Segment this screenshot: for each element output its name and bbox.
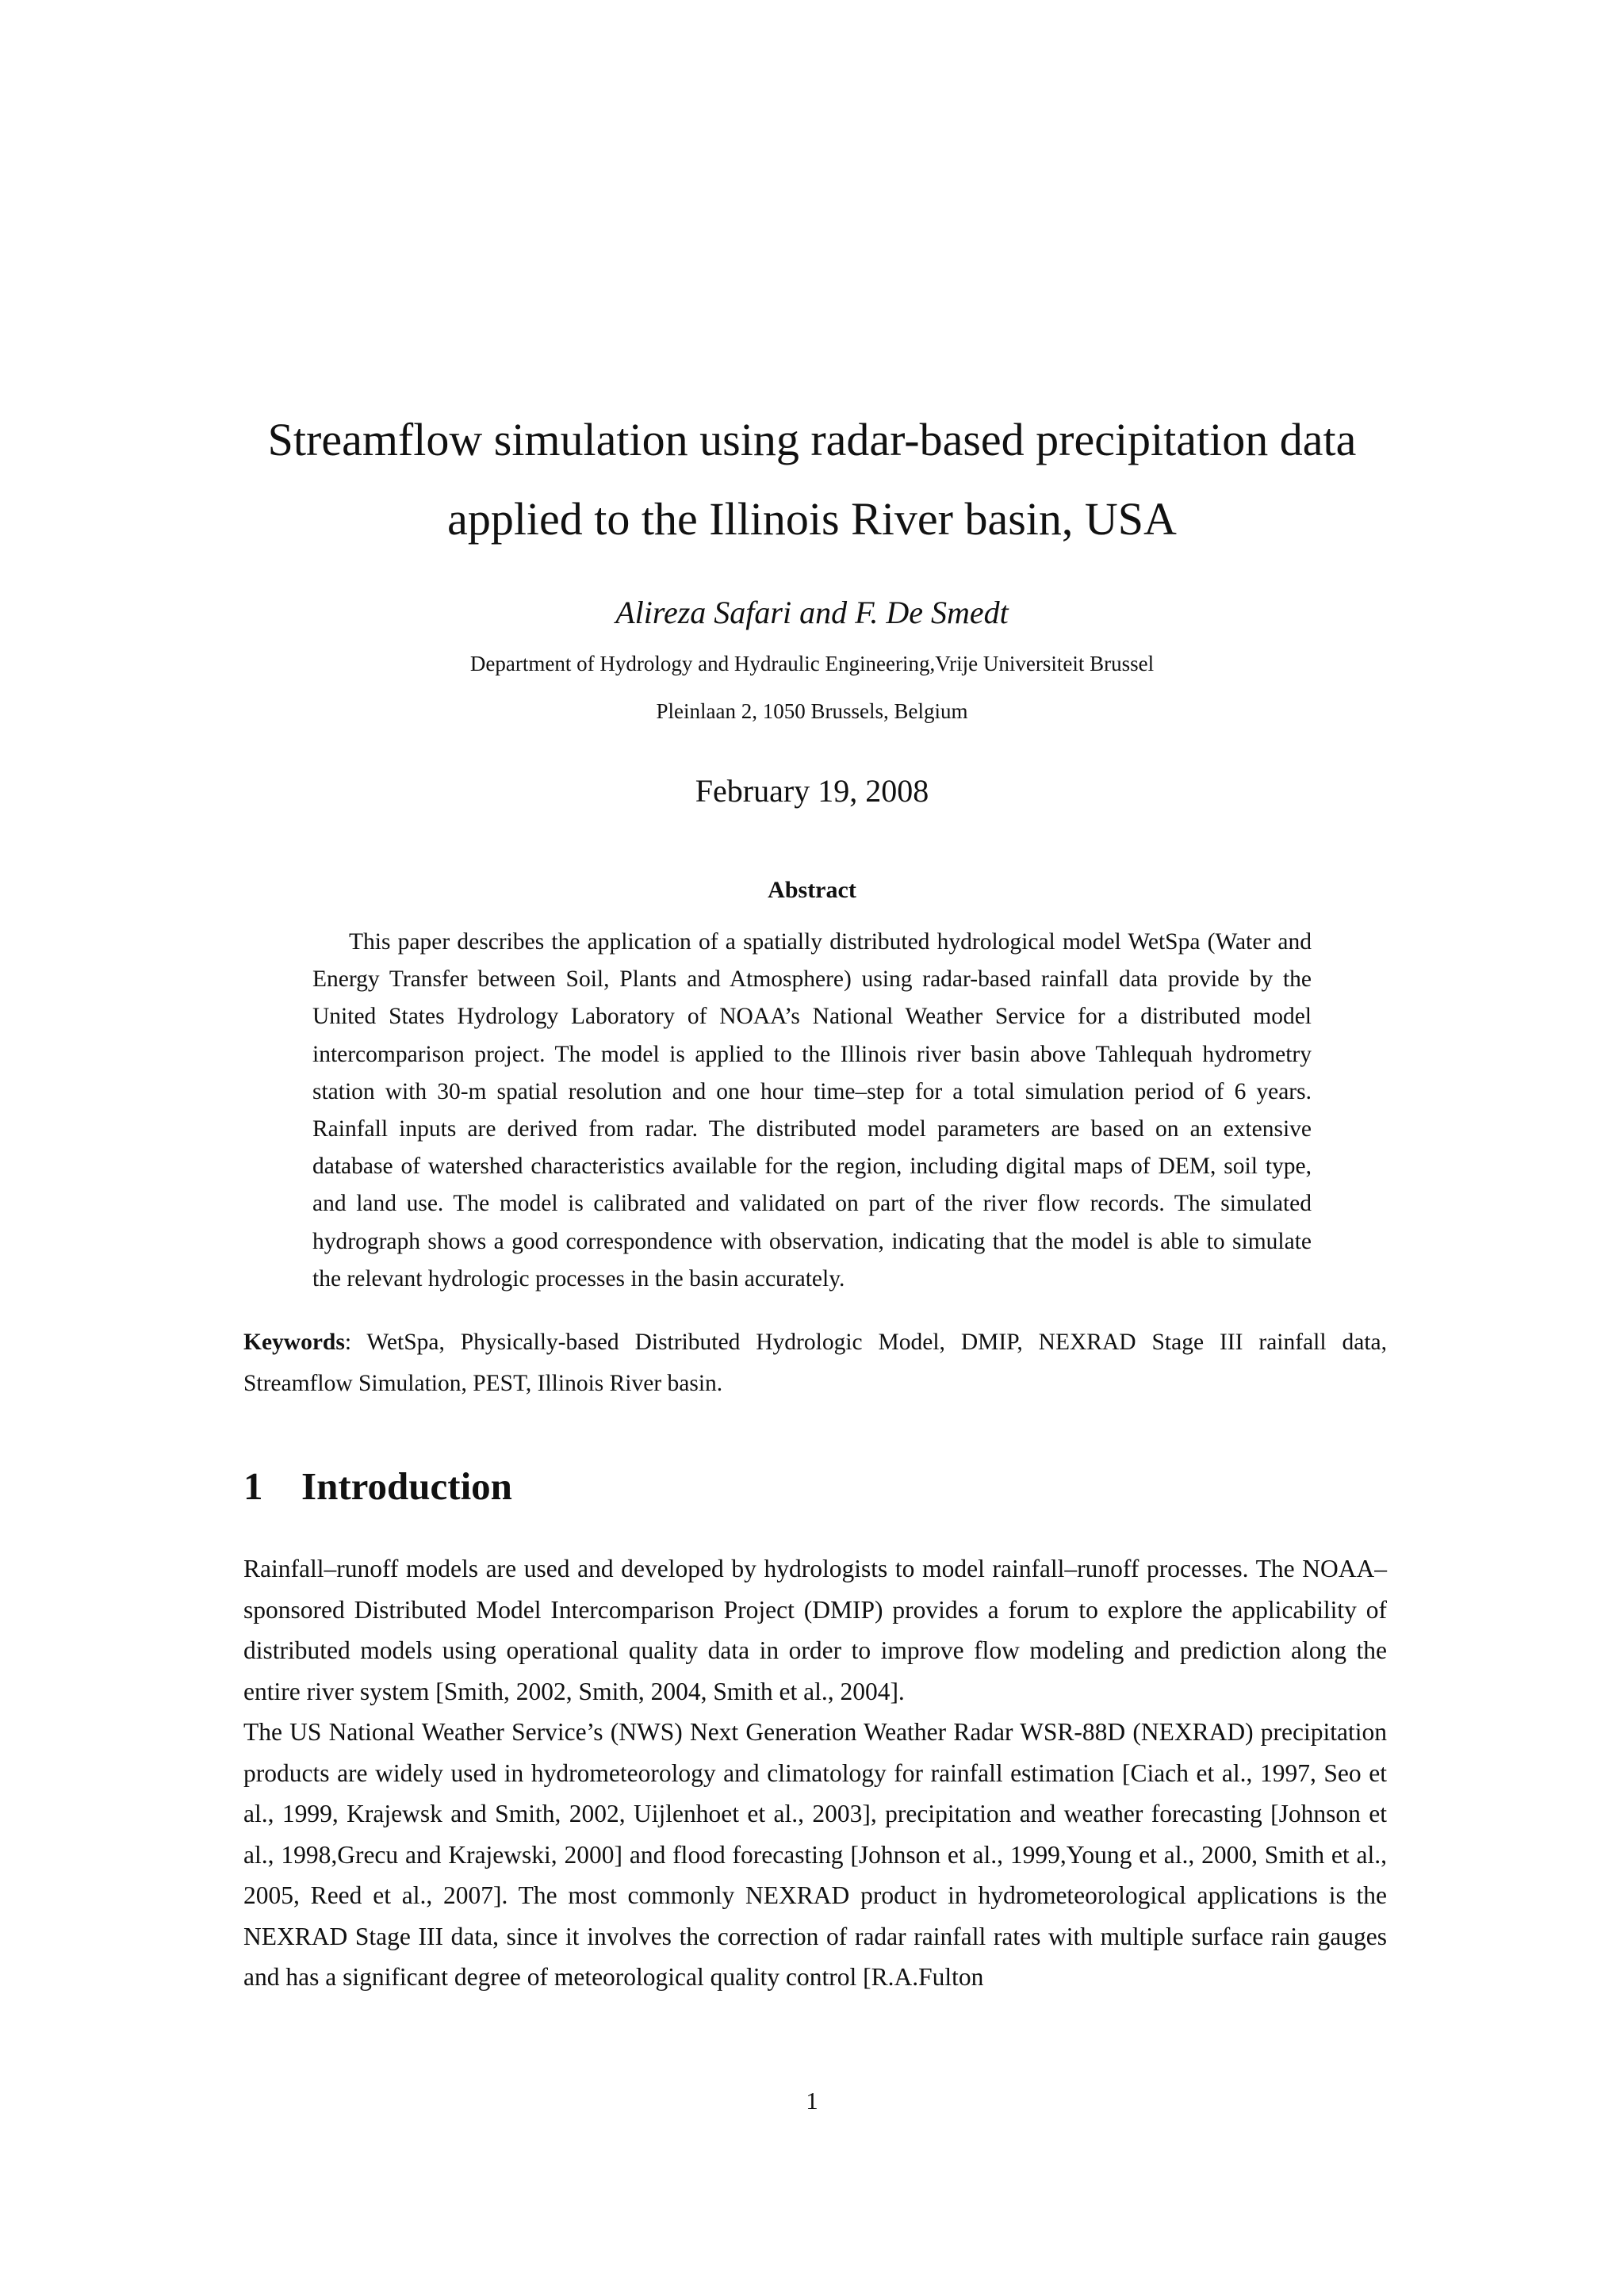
keywords-text: : WetSpa, Physically-based Distributed Hydrologic Model, DMIP, NEXRAD Stage III rainfall data, Streamflow Simulation, PEST, Illinois River basin. xyxy=(243,1330,1387,1396)
keywords-label: Keywords xyxy=(243,1330,345,1355)
abstract-heading: Abstract xyxy=(768,877,856,903)
abstract-text: This paper describes the application of a spatially distributed hydrological model WetSpa (Water and Energy Transfer between Soil, Plants and Atmosphere) using radar-based rainfall data provide by the United States Hydrology Laboratory of NOAA’s National Weather Service for a distributed model intercomparison project. The model is applied to the Illinois river basin above Tahlequah hydrometry station with 30-m spatial resolution and one hour time–step for a total simulation period of 6 years. Rainfall inputs are derived from radar. The distributed model parameters are based on an extensive database of watershed characteristics available for the region, including digital maps of DEM, soil type, and land use. The model is calibrated and validated on part of the river flow records. The simulated hydrograph shows a good correspondence with observation, indicating that the model is able to simulate the relevant hydrologic processes in the basin accurately. xyxy=(312,929,1312,1292)
section-title: Introduction xyxy=(301,1464,512,1508)
paper-authors: Alireza Safari and F. De Smedt xyxy=(615,595,1009,630)
section-number: 1 xyxy=(243,1464,263,1508)
affiliation-line-1: Department of Hydrology and Hydraulic Engineering,Vrije Universiteit Brussel xyxy=(469,652,1155,675)
page-number: 1 xyxy=(806,2087,818,2114)
paper-title: Streamflow simulation using radar-based precipitation data applied to the Illinois River basin, USA xyxy=(267,414,1357,545)
affiliation-line-2: Pleinlaan 2, 1050 Brussels, Belgium xyxy=(656,699,968,723)
introduction-body xyxy=(243,1548,1387,1998)
section-heading-introduction xyxy=(243,1459,512,1514)
introduction-paragraph-2: The US National Weather Service’s (NWS) Next Generation Weather Radar WSR-88D (NEXRAD) precipitation products are widely used in hydrometeorology and climatology for rainfall estimation [Ciach et al., 1997, Seo et al., 1999, Krajewsk and Smith, 2002, Uijlenhoet et al., 2003], precipitation and weather forecasting [Johnson et al., 1998,Grecu and Krajewski, 2000] and flood forecasting [Johnson et al., 1999,Young et al., 2000, Smith et al., 2005, Reed et al., 2007]. The most commonly NEXRAD product in hydrometeorological applications is the NEXRAD Stage III data, since it involves the correction of radar rainfall rates with multiple surface rain gauges and has a significant degree of meteorological quality control [R.A.Fulton xyxy=(243,1718,1387,1991)
introduction-paragraph-1: Rainfall–runoff models are used and developed by hydrologists to model rainfall–runoff processes. The NOAA–sponsored Distributed Model Intercomparison Project (DMIP) provides a forum to explore the applicability of distributed models using operational quality data in order to improve flow modeling and prediction along the entire river system [Smith, 2002, Smith, 2004, Smith et al., 2004]. xyxy=(243,1555,1387,1705)
keywords-paragraph xyxy=(243,1322,1387,1404)
paper-date: February 19, 2008 xyxy=(695,773,929,809)
